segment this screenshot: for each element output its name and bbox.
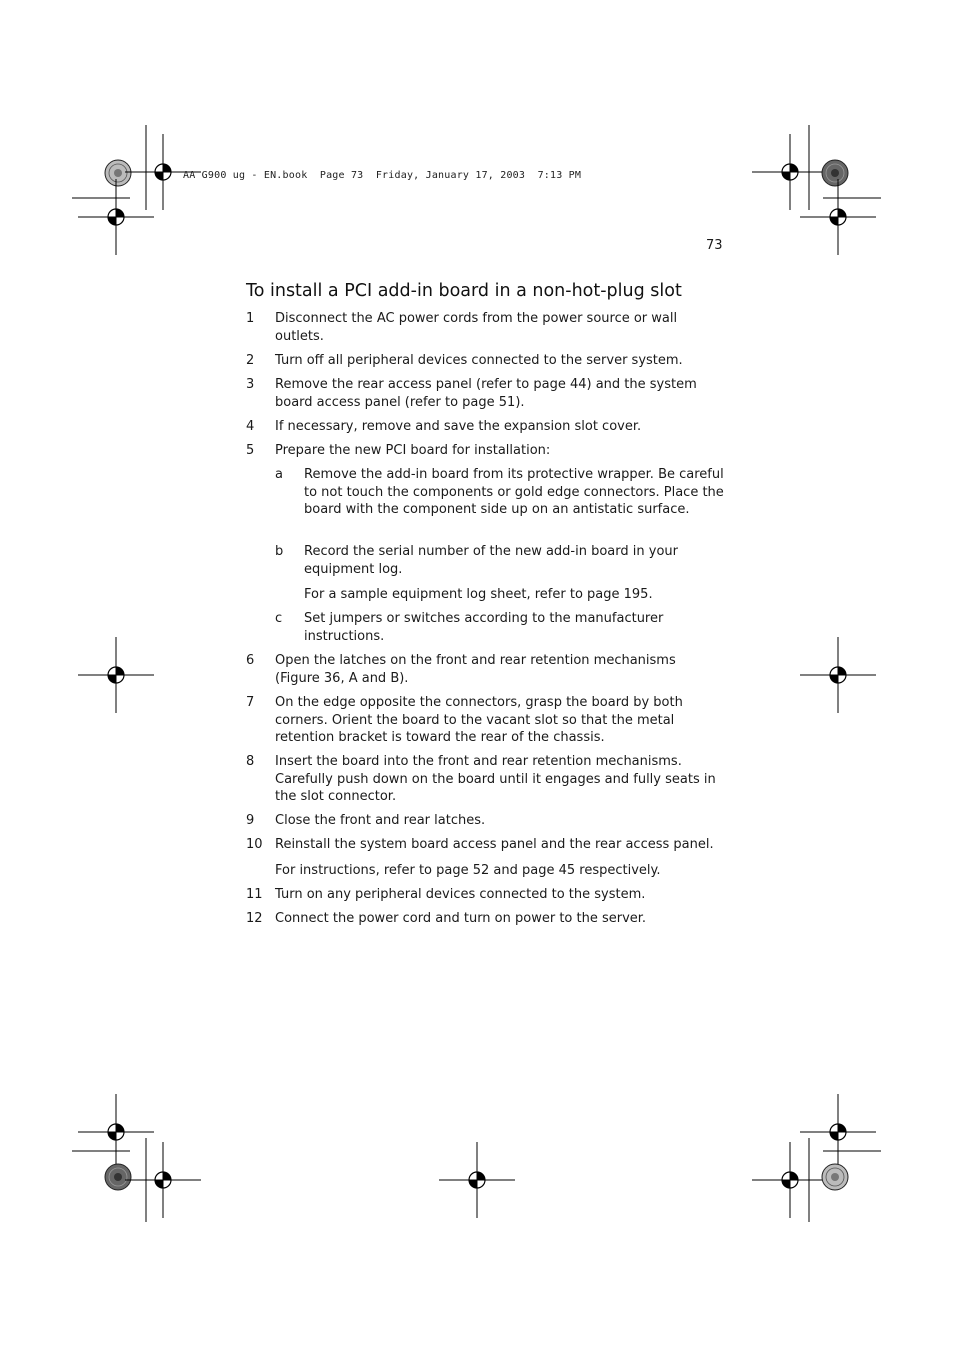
step-text: Turn off all peripheral devices connected to the server system. [275,353,683,368]
step-number: 4 [246,419,255,434]
crosshair-icon [78,1094,154,1170]
section-title: To install a PCI add-in board in a non-hot-plug slot [246,281,682,301]
crosshair-icon [752,1142,828,1218]
crosshair-icon [800,1094,876,1170]
registration-disc-icon [822,1164,848,1190]
registration-disc-icon [105,160,131,186]
step-number: 1 [246,311,255,326]
step-text: Disconnect the AC power cords from the power source or wall outlets. [275,311,678,344]
crosshair-icon [800,637,876,713]
registration-disc-icon [822,160,848,186]
step-text: Open the latches on the front and rear retention mechanisms (Figure 36, A and B). [275,653,676,686]
crosshair-icon [125,1142,201,1218]
step-item [246,442,724,460]
step-number: 3 [246,377,255,392]
step-number: 11 [246,887,263,902]
step-item [246,652,724,687]
equipment-log-note: For a sample equipment log sheet, refer to page 195. [304,587,653,602]
crosshair-icon [78,179,154,255]
step-item [246,812,724,830]
step-number: 6 [246,653,255,668]
step-number: 7 [246,695,255,710]
step-number: 5 [246,443,255,458]
step-number: 2 [246,353,255,368]
substep-text: Remove the add-in board from its protective wrapper. Be careful to not touch the components or gold edge connectors. Place the board with the component side up on an antistatic surface. [304,467,724,518]
step-text: On the edge opposite the connectors, grasp the board by both corners. Orient the board to the vacant slot so that the metal retention bracket is toward the rear of the chassis. [275,695,683,746]
instructions-note: For instructions, refer to page 52 and page 45 respectively. [275,863,661,878]
registration-disc-icon [105,1164,131,1190]
crosshair-icon [78,637,154,713]
crosshair-icon [752,134,828,210]
step-text: Prepare the new PCI board for installation: [275,443,551,458]
step-item [246,753,724,806]
substep-item [275,466,725,519]
step-text: Connect the power cord and turn on power to the server. [275,911,647,926]
step-text: If necessary, remove and save the expansion slot cover. [275,419,642,434]
step-text: Reinstall the system board access panel and the rear access panel. [275,837,714,852]
page-number: 73 [706,238,723,253]
substep-letter: b [275,544,284,559]
step-item [246,376,724,411]
step-item [246,418,724,436]
step-text: Insert the board into the front and rear retention mechanisms. Carefully push down on the board until it engages and fully seats in the slot connector. [275,754,716,805]
step-item [246,352,724,370]
step-text: Close the front and rear latches. [275,813,486,828]
step-number: 12 [246,911,263,926]
crosshair-icon [439,1142,515,1218]
step-item [246,910,724,928]
print-header: AA G900 ug - EN.book Page 73 Friday, January 17, 2003 7:13 PM [183,170,582,181]
step-number: 10 [246,837,263,852]
step-item [246,836,724,854]
substep-text: Record the serial number of the new add-in board in your equipment log. [304,544,678,577]
step-item [246,694,724,747]
step-number: 8 [246,754,255,769]
substep-text: Set jumpers or switches according to the manufacturer instructions. [304,611,664,644]
substep-letter: c [275,611,283,626]
step-item [246,310,724,345]
step-number: 9 [246,813,255,828]
crosshair-icon [800,179,876,255]
substep-item [275,543,725,578]
step-item [246,886,724,904]
step-text: Remove the rear access panel (refer to page 44) and the system board access panel (refer to page 51). [275,377,697,410]
substep-item [275,610,725,645]
substep-letter: a [275,467,283,482]
step-text: Turn on any peripheral devices connected to the system. [275,887,646,902]
